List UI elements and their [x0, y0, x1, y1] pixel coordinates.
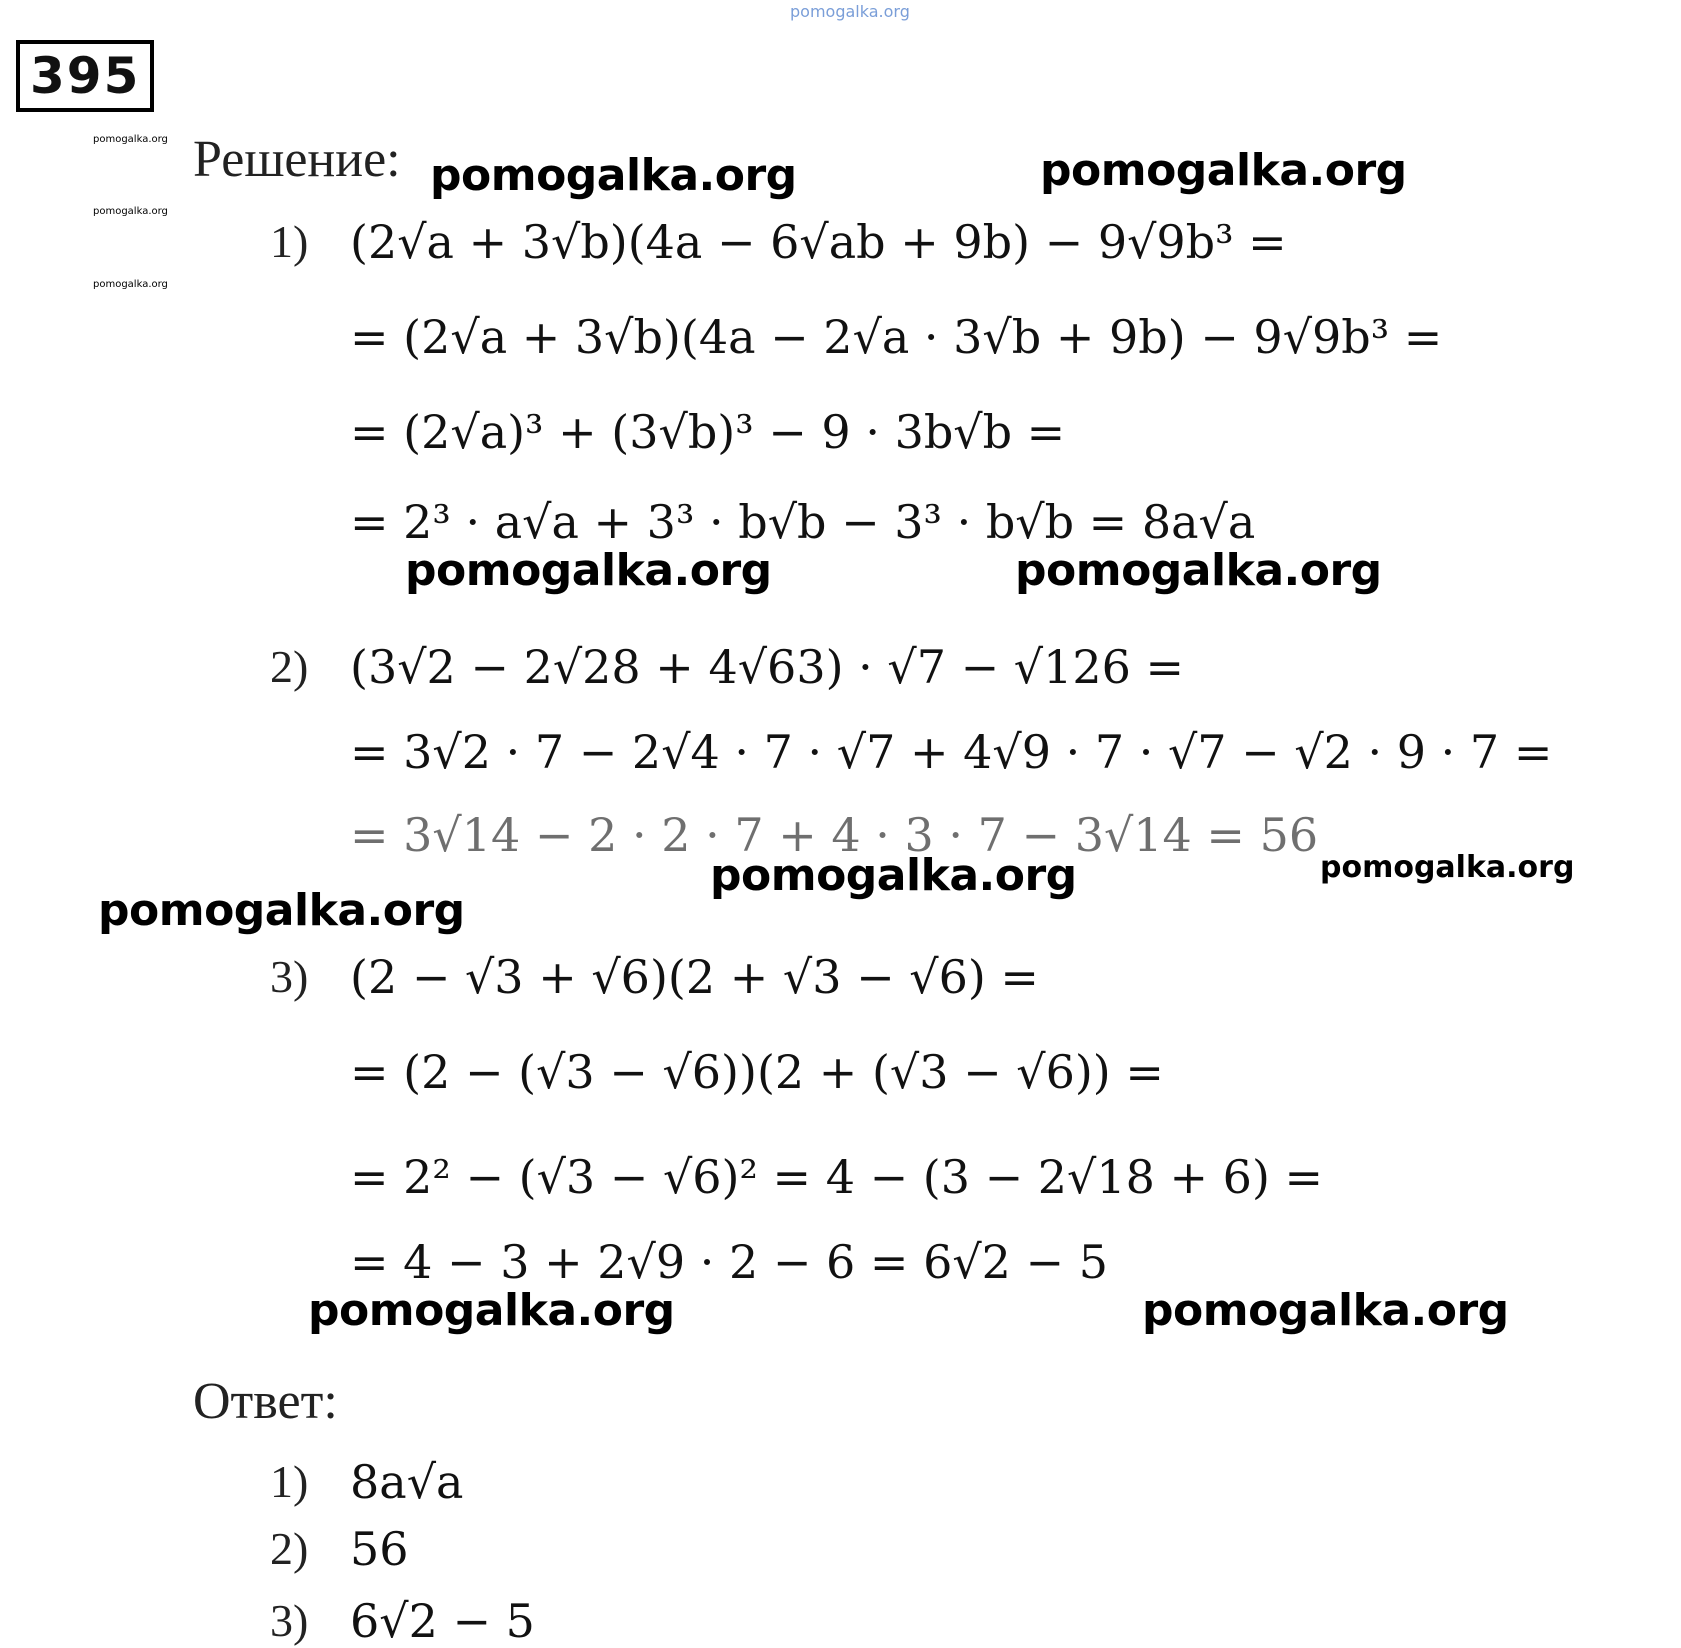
answer-1-value: 8a√a	[350, 1455, 464, 1509]
part1-line-3: = (2√a)³ + (3√b)³ − 9 · 3b√b =	[350, 405, 1066, 459]
watermark: pomogalka.org	[405, 545, 772, 596]
answer-1-index: 1)	[270, 1456, 309, 1507]
part2-line-1: (3√2 − 2√28 + 4√63) · √7 − √126 =	[350, 640, 1185, 694]
watermark: pomogalka.org	[1142, 1285, 1509, 1336]
answer-2-value: 56	[350, 1522, 409, 1576]
side-watermark: pomogalka.org	[93, 206, 168, 217]
side-watermark: pomogalka.org	[93, 279, 168, 290]
watermark: pomogalka.org	[710, 850, 1077, 901]
part1-line-4: = 2³ · a√a + 3³ · b√b − 3³ · b√b = 8a√a	[350, 495, 1256, 549]
part3-line-1: (2 − √3 + √6)(2 + √3 − √6) =	[350, 950, 1039, 1004]
watermark: pomogalka.org	[1320, 850, 1575, 885]
part1-index: 1)	[270, 216, 309, 267]
watermark: pomogalka.org	[308, 1285, 675, 1336]
part2-line-3: = 3√14 − 2 · 2 · 7 + 4 · 3 · 7 − 3√14 = 56	[350, 808, 1319, 862]
part3-line-4: = 4 − 3 + 2√9 · 2 − 6 = 6√2 − 5	[350, 1235, 1108, 1289]
part3-index: 3)	[270, 951, 309, 1002]
watermark: pomogalka.org	[1040, 145, 1407, 196]
problem-number: 395	[16, 40, 154, 112]
watermark: pomogalka.org	[98, 885, 465, 936]
watermark: pomogalka.org	[1015, 545, 1382, 596]
answer-3-index: 3)	[270, 1595, 309, 1646]
part3-line-3: = 2² − (√3 − √6)² = 4 − (3 − 2√18 + 6) =	[350, 1150, 1324, 1204]
side-watermark: pomogalka.org	[93, 134, 168, 145]
answer-3-value: 6√2 − 5	[350, 1594, 535, 1648]
solution-label: Решение:	[193, 131, 401, 188]
answer-label: Ответ:	[193, 1373, 338, 1430]
top-watermark: pomogalka.org	[790, 2, 910, 21]
part2-index: 2)	[270, 641, 309, 692]
part2-line-2: = 3√2 · 7 − 2√4 · 7 · √7 + 4√9 · 7 · √7 − √2 · 9 · 7 =	[350, 725, 1553, 779]
watermark: pomogalka.org	[430, 150, 797, 201]
part1-line-2: = (2√a + 3√b)(4a − 2√a · 3√b + 9b) − 9√9b³ =	[350, 310, 1443, 364]
answer-2-index: 2)	[270, 1523, 309, 1574]
part1-line-1: (2√a + 3√b)(4a − 6√ab + 9b) − 9√9b³ =	[350, 215, 1287, 269]
part3-line-2: = (2 − (√3 − √6))(2 + (√3 − √6)) =	[350, 1045, 1164, 1099]
